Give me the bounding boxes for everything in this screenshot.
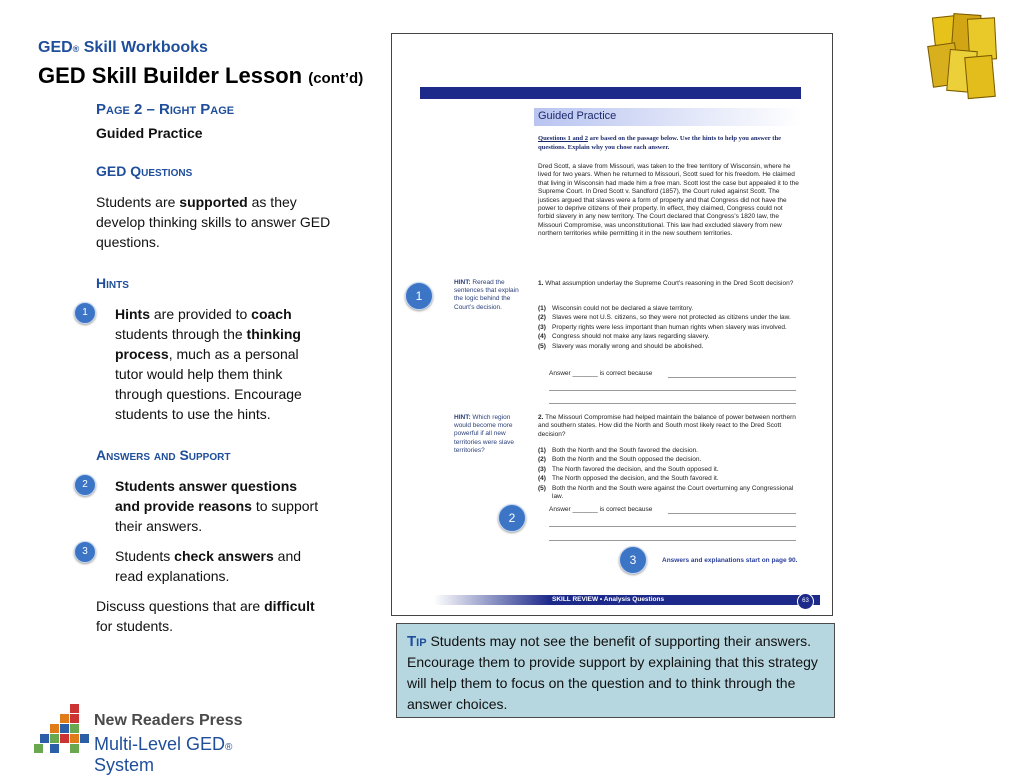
logo-squares-icon: [34, 704, 90, 756]
discuss-text-1: Discuss questions that are: [96, 598, 265, 614]
hint-2: [454, 414, 516, 455]
q1-answer-line-1: [668, 377, 796, 378]
discuss-text-2: for students.: [96, 618, 174, 634]
question-1: [538, 280, 800, 288]
badge-3-doc: 3: [619, 546, 647, 574]
q2-options: [538, 447, 800, 502]
q1-answer-line-2: [549, 390, 796, 391]
option-number: (5): [538, 342, 546, 350]
option-row: [538, 314, 800, 322]
ged-text-1: Students are: [96, 194, 180, 210]
hints-text-2: students through the: [115, 326, 247, 342]
hints-text-1: are provided to: [150, 306, 252, 322]
badge-2-left: 2: [74, 474, 96, 496]
option-row: [538, 305, 800, 313]
footer-bar: [434, 595, 820, 605]
intro-rest: are based on the passage below. Use the hints to help you answer the questions. Explain why you chose each answer.: [538, 135, 782, 151]
brand-reg: ®: [72, 44, 80, 54]
hints-bold-3: thinking process: [115, 326, 301, 362]
title-text: GED Skill Builder Lesson: [38, 63, 303, 88]
q1-num: 1.: [538, 280, 544, 287]
option-row: [538, 466, 800, 474]
logo-line-2-text: Multi-Level GED: [94, 734, 226, 754]
answers-text-1: [115, 476, 320, 536]
workbooks-cover-image: [926, 12, 1006, 104]
hint-1: [454, 279, 522, 312]
page-number-badge: 63: [797, 593, 814, 610]
top-bar: [420, 87, 801, 99]
q1-text: What assumption underlay the Supreme Court’s reasoning in the Dred Scott decision?: [545, 280, 794, 287]
answers-text-2: [115, 546, 330, 586]
ans2-text-1: Students: [115, 548, 175, 564]
brand-suffix: Skill Workbooks: [79, 39, 208, 56]
q2-text: The Missouri Compromise had helped maintain the balance of power between northern and southern states. How did the North and South most likely react to the Dred Scott decision?: [538, 414, 796, 438]
intro-text: [538, 135, 798, 152]
q1-answer-line-3: [549, 403, 796, 404]
discuss-bold: difficult: [264, 598, 315, 614]
option-text: Slavery was morally wrong and should be abolished.: [552, 342, 704, 350]
ans1-bold: Students answer questions and provide reasons: [115, 478, 298, 514]
page-heading: Page 2 – Right Page: [96, 101, 235, 118]
q2-answer-line-2: [549, 526, 796, 527]
badge-1-doc: 1: [405, 282, 433, 310]
q1-answer-label: Answer _______ is correct because: [549, 370, 653, 377]
logo-line-2: [94, 734, 294, 776]
option-number: (5): [538, 484, 546, 492]
q2-answer-line-1: [668, 513, 796, 514]
logo-line-2-end: System: [94, 755, 155, 775]
option-number: (3): [538, 465, 546, 473]
option-text: The North favored the decision, and the South opposed it.: [552, 465, 719, 473]
ans2-bold: check answers: [174, 548, 274, 564]
option-text: Congress should not make any laws regarding slavery.: [552, 333, 710, 341]
section-title-bar: [534, 108, 802, 126]
option-row: [538, 447, 800, 455]
option-text: Both the North and the South opposed the decision.: [552, 456, 702, 464]
option-row: [538, 333, 800, 341]
option-number: (2): [538, 456, 546, 464]
logo-line-2-reg: ®: [225, 742, 233, 753]
answers-note: Answers and explanations start on page 90.: [662, 557, 798, 564]
hint2-label: HINT:: [454, 414, 471, 421]
hints-bold-2: coach: [251, 306, 292, 322]
option-text: Property rights were less important than human rights when slavery was involved.: [552, 323, 787, 331]
footer-text: SKILL REVIEW • Analysis Questions: [552, 596, 665, 603]
page-subheading: Guided Practice: [96, 125, 203, 141]
discuss-text: [96, 596, 316, 636]
hints-heading: Hints: [96, 275, 129, 291]
badge-1-left: 1: [74, 302, 96, 324]
option-row: [538, 324, 800, 332]
ged-questions-text: [96, 192, 331, 252]
workbooks-label: [38, 39, 208, 57]
option-row: [538, 456, 800, 464]
hint1-label: HINT:: [454, 279, 471, 286]
workbook-page-image: [391, 33, 833, 616]
option-number: (1): [538, 305, 546, 312]
section-title: Guided Practice: [538, 110, 617, 122]
hints-text: [115, 304, 330, 424]
tip-text: Students may not see the benefit of supporting their answers. Encourage them to provide support by explaining that this strategy will help them to focus on the question and to think through the answer choices.: [407, 633, 818, 712]
option-row: [538, 485, 800, 502]
tip-box: [396, 623, 835, 718]
hint1-text: Reread the sentences that explain the logic behind the Court’s decision.: [454, 279, 519, 311]
badge-2-doc: 2: [498, 504, 526, 532]
option-text: Both the North and the South favored the decision.: [552, 447, 698, 454]
option-row: [538, 475, 800, 483]
option-text: The North opposed the decision, and the South favored it.: [552, 475, 719, 483]
hint2-text: Which region would become more powerful if all new territories were slave territories?: [454, 414, 514, 454]
title-suffix: (cont’d): [308, 70, 364, 87]
q2-num: 2.: [538, 414, 544, 421]
ged-text-2: as they develop thinking skills to answer GED questions.: [96, 194, 331, 250]
ged-questions-heading: GED Questions: [96, 163, 193, 179]
hints-text-3: , much as a personal tutor would help them think through questions. Encourage students to use the hints.: [115, 346, 302, 422]
option-number: (3): [538, 323, 546, 331]
option-number: (4): [538, 475, 546, 483]
option-row: [538, 343, 800, 351]
option-number: (2): [538, 314, 546, 322]
hints-bold-1: Hints: [115, 306, 150, 322]
ans1-text: to support their answers.: [115, 498, 319, 534]
option-number: (1): [538, 447, 546, 454]
badge-3-left: 3: [74, 541, 96, 563]
ged-text-bold: supported: [179, 194, 248, 210]
intro-underline: Questions 1 and 2: [538, 135, 589, 142]
option-text: Both the North and the South were against the Court overturning any Congressional law.: [552, 484, 794, 501]
book-cover-6: [964, 55, 996, 99]
passage-text: Dred Scott, a slave from Missouri, was taken to the free territory of Wisconsin, where he lived for two years. When he returned to Missouri, Scott sued for his freedom. He claimed that living in Wisconsin had made him a free man. Scott lost the case but appealed it to the Supreme Court. In Dred Scott v. Sandford (1857), the Court ruled against Scott. The justices argued that slaves were a form of property and that Congress did not have the power to deprive citizens of their property. In effect, they claimed, Congress could not forbid slavery in any new territory. The Court declared that Congress’s 1820 law, the Missouri Compromise, was unconstitutional. This law had excluded slavery from new northern territories while permitting it in the new southern territories.: [538, 163, 799, 238]
ans2-text-2: and read explanations.: [115, 548, 302, 584]
page-title: [38, 63, 363, 89]
q1-options: [538, 305, 800, 352]
q2-answer-label: Answer _______ is correct because: [549, 506, 653, 513]
nrp-logo: [34, 704, 294, 775]
question-2: [538, 414, 800, 439]
option-text: Slaves were not U.S. citizens, so they were not protected as citizens under the law.: [552, 314, 791, 322]
option-number: (4): [538, 333, 546, 341]
answers-heading: Answers and Support: [96, 447, 231, 463]
brand-ged: GED: [38, 39, 73, 56]
tip-label: Tip: [407, 633, 427, 650]
option-text: Wisconsin could not be declared a slave territory.: [552, 305, 694, 312]
logo-line-1: New Readers Press: [94, 712, 243, 729]
q2-answer-line-3: [549, 540, 796, 541]
